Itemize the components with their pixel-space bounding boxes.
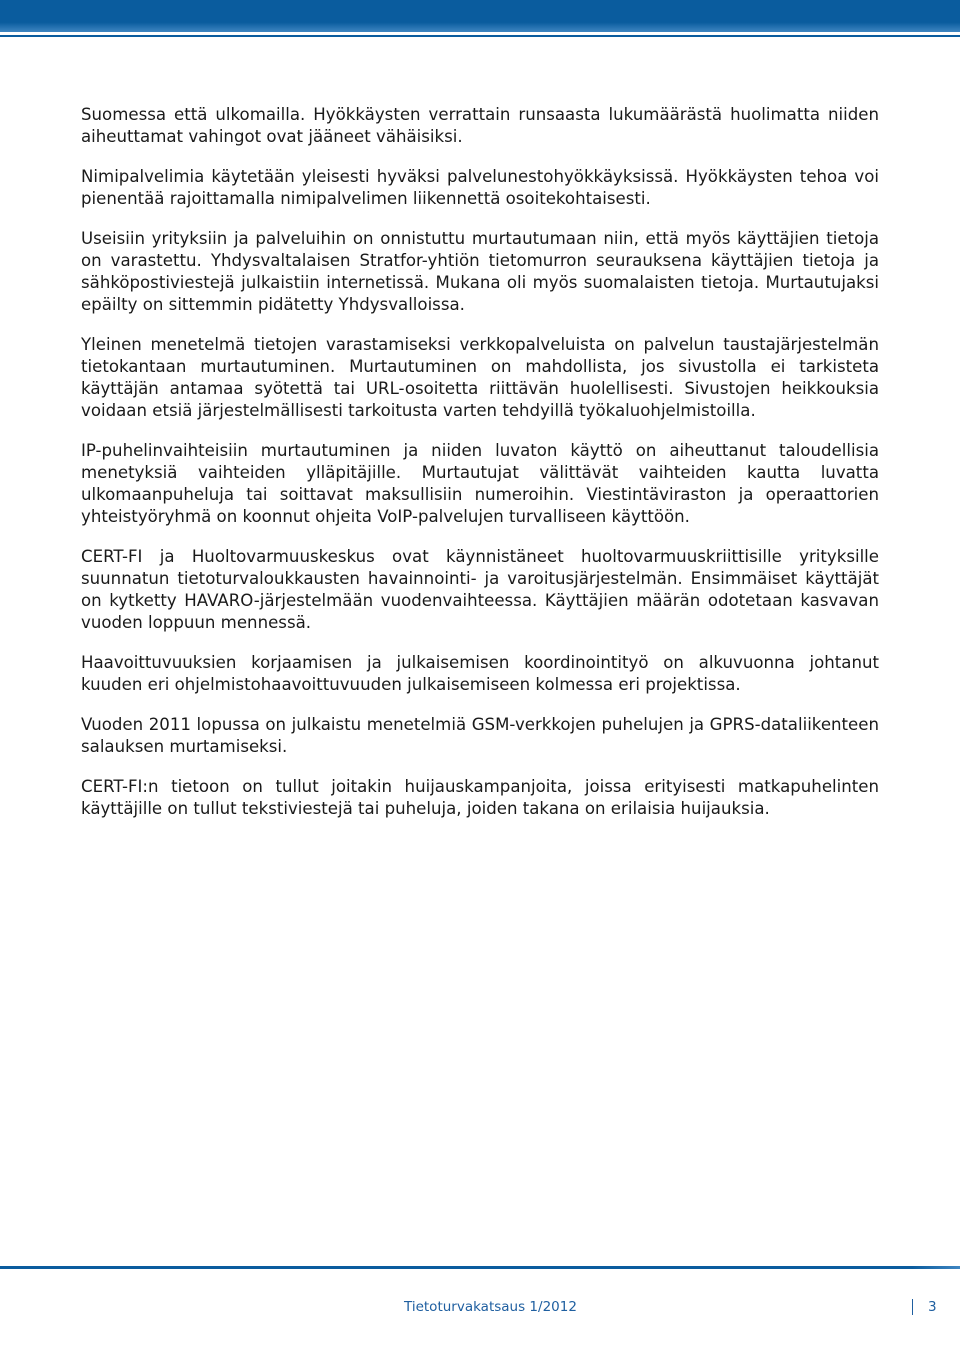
paragraph: Vuoden 2011 lopussa on julkaistu menetelmiä GSM-verkkojen puhelujen ja GPRS-dataliikenteen salauksen murtamiseksi. <box>81 715 879 756</box>
paragraph: CERT-FI:n tietoon on tullut joitakin huijauskampanjoita, joissa erityisesti matkapuhelinten käyttäjille on tullut tekstiviestejä tai puheluja, joiden takana on erilaisia huijauksia. <box>81 777 879 818</box>
paragraph: Useisiin yrityksiin ja palveluihin on onnistuttu murtautumaan niin, että myös käyttäjien tietoja on varastettu. Yhdysvaltalaisen Stratfor-yhtiön tietomurron seurauksena käyttäjien tietoja ja sähköpostiviestejä julkaistiin internetissä. Mukana oli myös suomalaisten tietoja. Murtautujaksi epäilty on sittemmin pidätetty Yhdysvalloissa. <box>81 229 879 314</box>
page-number: 3 <box>928 1299 937 1315</box>
paragraph: IP-puhelinvaihteisiin murtautuminen ja niiden luvaton käyttö on aiheuttanut taloudellisia menetyksiä vaihteiden ylläpitäjille. Murtautujat välittävät vaihteiden kautta luvatta ulkomaanpuheluja tai soittavat maksullisiin numeroihin. Viestintäviraston ja operaattorien yhteistyöryhmä on koonnut ohjeita VoIP-palvelujen turvalliseen käyttöön. <box>81 441 879 526</box>
paragraph: Haavoittuvuuksien korjaamisen ja julkaisemisen koordinointityö on alkuvuonna johtanut kuuden eri ohjelmistohaavoittuvuuden julkaisemiseen kolmessa eri projektissa. <box>81 653 879 694</box>
paragraph: Suomessa että ulkomailla. Hyökkäysten verrattain runsaasta lukumäärästä huolimatta niiden aiheuttamat vahingot ovat jääneet vähäisiksi. <box>81 105 879 146</box>
footer-rule <box>0 1266 960 1269</box>
paragraph: CERT-FI ja Huoltovarmuuskeskus ovat käynnistäneet huoltovarmuuskriittisille yrityksille suunnatun tietoturvaloukkausten havainnointi- ja varoitusjärjestelmän. Ensimmäiset käyttäjät on kytketty HAVARO-järjestelmään vuodenvaihteessa. Käyttäjien määrän odotetaan kasvavan vuoden loppuun mennessä. <box>81 547 879 632</box>
header-band <box>0 0 960 32</box>
footer-title: Tietoturvakatsaus 1/2012 <box>404 1299 577 1315</box>
header-rule <box>0 35 960 37</box>
footer-divider <box>912 1299 913 1315</box>
paragraph: Nimipalvelimia käytetään yleisesti hyväksi palvelunestohyökkäyksissä. Hyökkäysten tehoa voi pienentää rajoittamalla nimipalvelimen liikennettä osoitekohtaisesti. <box>81 167 879 208</box>
paragraph: Yleinen menetelmä tietojen varastamiseksi verkkopalveluista on palvelun taustajärjestelmän tietokantaan murtautuminen. Murtautuminen on mahdollista, jos sivustolla ei tarkisteta käyttäjän antamaa syötettä tai URL-osoitetta riittävän huolellisesti. Sivustojen heikkouksia voidaan etsiä järjestelmällisesti tarkoitusta varten tehdyillä työkaluohjelmistoilla. <box>81 335 879 420</box>
document-body <box>81 104 879 838</box>
